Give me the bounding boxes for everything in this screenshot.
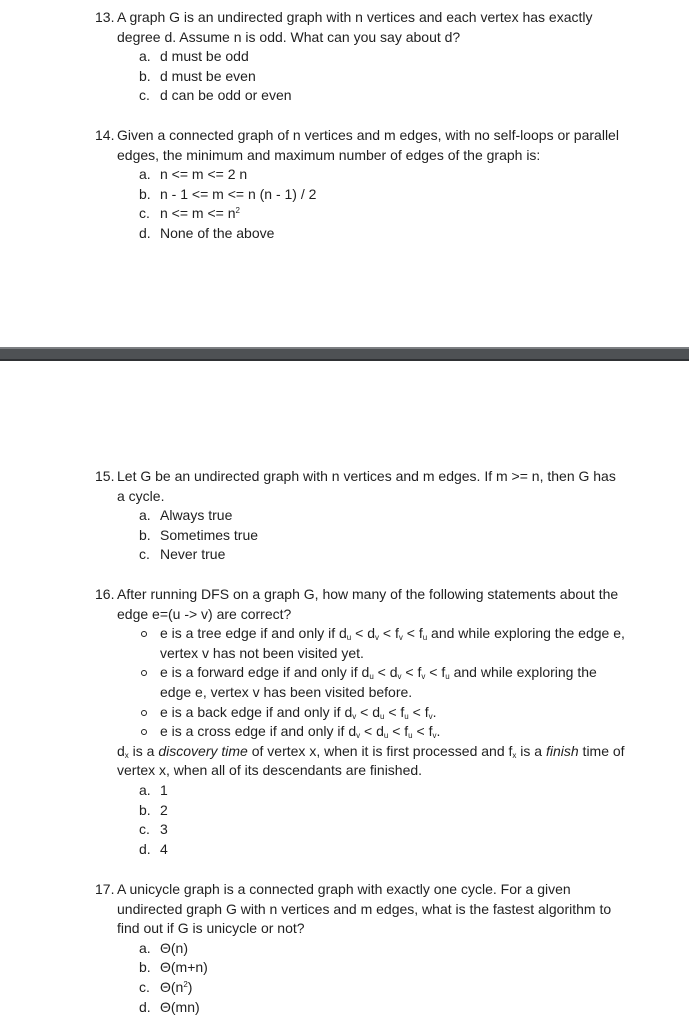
option-letter: c. xyxy=(139,205,150,222)
option-letter: c. xyxy=(139,821,150,838)
option-c xyxy=(95,86,625,106)
subscript: u xyxy=(445,672,450,682)
option-text: Θ(n xyxy=(160,978,184,995)
bullet-circle-icon xyxy=(141,729,147,735)
option-text: Always true xyxy=(160,507,233,524)
option-text: Θ(n) xyxy=(160,939,188,956)
option-a xyxy=(95,47,625,67)
note-text: of vertex x, when it is first processed and f xyxy=(247,742,513,759)
subscript: v xyxy=(432,731,437,741)
subscript: u xyxy=(379,711,385,721)
option-a xyxy=(95,506,625,526)
option-text: d can be odd or even xyxy=(160,87,292,104)
statement-text: < f xyxy=(379,625,399,642)
subscript: v xyxy=(352,711,357,721)
option-a xyxy=(95,939,625,959)
option-c xyxy=(95,545,625,565)
question-number: 14. xyxy=(95,127,115,143)
question-14-text-block xyxy=(95,126,625,165)
question-16-text-block xyxy=(95,585,625,624)
option-text: 2 xyxy=(160,801,168,818)
option-text: n - 1 <= m <= n (n - 1) / 2 xyxy=(160,185,317,202)
question-17-text-block xyxy=(95,880,625,939)
note-text: time of vertex x, when all of its descendants are finished. xyxy=(117,742,625,779)
option-letter: b. xyxy=(139,67,151,84)
note-emphasis: finish xyxy=(545,742,579,759)
statement-tree-edge xyxy=(95,624,625,663)
option-text: 3 xyxy=(160,821,168,838)
statement-text: < d xyxy=(356,703,380,720)
divider-shadow xyxy=(0,359,689,361)
subscript: v xyxy=(398,633,403,643)
statement-text: e is a forward edge if and only if d xyxy=(160,664,370,681)
option-b xyxy=(95,801,625,821)
subscript: u xyxy=(369,672,374,682)
option-text: Θ(mn) xyxy=(160,998,200,1015)
statement-text: e is a back edge if and only if d xyxy=(160,703,353,720)
question-15-text-block xyxy=(95,467,625,506)
divider-highlight xyxy=(0,347,689,349)
option-c xyxy=(95,204,625,224)
option-text: 1 xyxy=(160,781,168,798)
statement-back-edge xyxy=(95,703,625,723)
question-text: After running DFS on a graph G, how many of the following statements about the edge e=(u -> v) are correct? xyxy=(117,586,619,622)
subscript: u xyxy=(383,731,389,741)
option-text: Sometimes true xyxy=(160,526,259,543)
statement-text: < f xyxy=(408,703,429,720)
subscript: v xyxy=(397,672,402,682)
option-letter: b. xyxy=(139,185,151,202)
statement-text: < f xyxy=(384,703,405,720)
statement-text: e is a cross edge if and only if d xyxy=(160,723,357,740)
option-text: Never true xyxy=(160,546,226,563)
question-text: A graph G is an undirected graph with n vertices and each vertex has exactly degree d. Assume n is odd. What can you say about d? xyxy=(117,9,593,45)
question-number: 16. xyxy=(95,586,115,602)
question-16 xyxy=(95,585,625,859)
note-emphasis: discovery time xyxy=(158,742,248,759)
statement-cross-edge xyxy=(95,722,625,742)
option-d xyxy=(95,998,625,1018)
option-letter: a. xyxy=(139,939,151,956)
option-letter: d. xyxy=(139,840,151,857)
note-text: is a xyxy=(516,742,546,759)
subscript: v xyxy=(428,711,433,721)
statement-text: < f xyxy=(412,723,433,740)
statement-text: < f xyxy=(401,664,422,681)
question-text: Given a connected graph of n vertices and m edges, with no self-loops or parallel edges, the minimum and maximum number of edges of the graph is: xyxy=(117,127,619,163)
question-15 xyxy=(95,467,625,565)
option-d xyxy=(95,840,625,860)
question-number: 17. xyxy=(95,881,115,897)
question-number: 15. xyxy=(95,468,115,484)
option-text: n <= m <= 2 n xyxy=(160,166,248,183)
statement-text: < d xyxy=(373,664,398,681)
subscript: x xyxy=(512,750,517,760)
option-c xyxy=(95,820,625,840)
question-number: 13. xyxy=(95,9,115,25)
option-letter: a. xyxy=(139,166,151,183)
subscript: u xyxy=(408,731,413,741)
question-13 xyxy=(95,8,625,106)
subscript: u xyxy=(404,711,409,721)
option-letter: a. xyxy=(139,781,151,798)
bullet-circle-icon xyxy=(141,631,147,637)
statement-text: . xyxy=(432,703,437,720)
subscript: x xyxy=(124,750,129,760)
page-break-divider xyxy=(0,347,689,361)
option-letter: c. xyxy=(139,978,150,995)
option-text: n <= m <= n xyxy=(160,205,236,222)
option-text: d must be even xyxy=(160,67,256,84)
question-text: A unicycle graph is a connected graph with exactly one cycle. For a given undirected graph G with n vertices and m edges, what is the fastest algorithm to find out if G is unicycle or not? xyxy=(117,881,612,937)
question-17 xyxy=(95,880,625,1017)
option-letter: b. xyxy=(139,801,151,818)
statement-text: e is a tree edge if and only if d xyxy=(160,625,347,642)
option-letter: b. xyxy=(139,959,151,976)
option-letter: c. xyxy=(139,87,150,104)
option-letter: d. xyxy=(139,224,151,241)
option-text: 4 xyxy=(160,840,168,857)
subscript: v xyxy=(356,731,361,741)
statement-forward-edge xyxy=(95,663,625,702)
option-d xyxy=(95,224,625,244)
question-13-text-block xyxy=(95,8,625,47)
subscript: u xyxy=(346,633,352,643)
subscript: v xyxy=(375,633,379,643)
option-letter: d. xyxy=(139,998,151,1015)
option-text: ) xyxy=(187,978,193,995)
question-14 xyxy=(95,126,625,244)
superscript: 2 xyxy=(235,206,240,216)
statement-text: and while exploring the edge e, vertex v has not been visited yet. xyxy=(160,625,625,661)
statement-text: and while exploring the edge e, vertex v has been visited before. xyxy=(160,664,597,700)
option-a xyxy=(95,781,625,801)
option-letter: a. xyxy=(139,48,151,65)
bullet-circle-icon xyxy=(141,670,147,676)
statement-text: < f xyxy=(402,625,423,642)
statement-text: < d xyxy=(351,625,375,642)
option-b xyxy=(95,958,625,978)
subscript: v xyxy=(421,672,426,682)
option-text: None of the above xyxy=(160,224,275,241)
statement-text: < f xyxy=(425,664,446,681)
statement-text: < f xyxy=(388,723,409,740)
superscript: 2 xyxy=(183,979,188,989)
option-b xyxy=(95,526,625,546)
option-letter: c. xyxy=(139,546,150,563)
statement-text: < d xyxy=(360,723,384,740)
note-text: d xyxy=(117,742,125,759)
option-b xyxy=(95,185,625,205)
option-text: Θ(m+n) xyxy=(160,959,208,976)
option-text: d must be odd xyxy=(160,48,249,65)
question-text: Let G be an undirected graph with n vertices and m edges. If m >= n, then G has a cycle. xyxy=(117,468,616,504)
bullet-circle-icon xyxy=(141,710,147,716)
option-b xyxy=(95,67,625,87)
option-a xyxy=(95,165,625,185)
statement-text: . xyxy=(436,723,441,740)
subscript: u xyxy=(422,633,428,643)
option-letter: b. xyxy=(139,526,151,543)
definition-note xyxy=(95,742,625,781)
note-text: is a xyxy=(128,742,159,759)
option-letter: a. xyxy=(139,507,151,524)
option-c xyxy=(95,978,625,998)
